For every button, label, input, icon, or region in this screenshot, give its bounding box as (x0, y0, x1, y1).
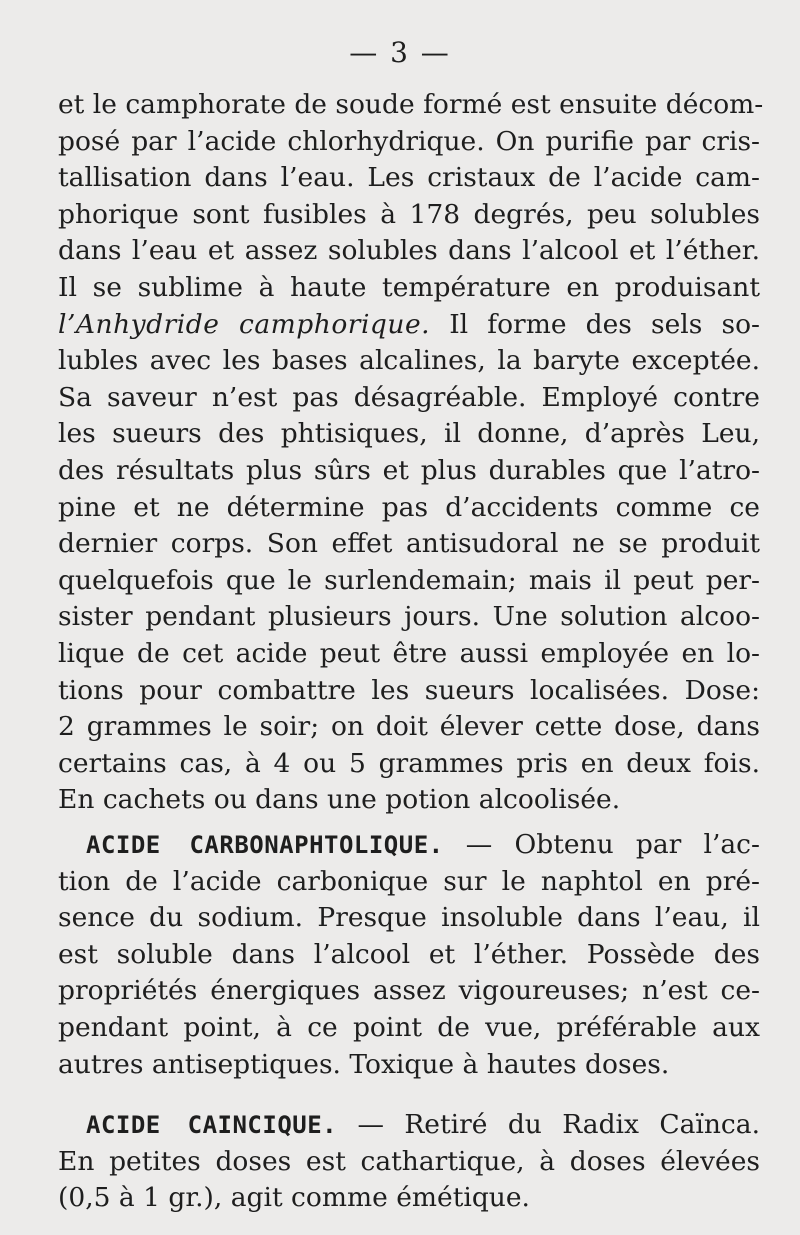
text-line: propriétés énergiques assez vigoureuses; n’est ce- (58, 975, 760, 1007)
text-line: dans l’eau et assez solubles dans l’alcool et l’éther. (58, 235, 760, 267)
text-line: En petites doses est cathartique, à doses élevées (58, 1145, 760, 1177)
text-line: tallisation dans l’eau. Les cristaux de l’acide cam- (58, 162, 760, 194)
paragraph-camphoric-acid (58, 87, 764, 819)
text-line: sence du sodium. Presque insoluble dans l’eau, il (58, 902, 760, 934)
text-line: tions pour combattre les sueurs localisées. Dose: (58, 674, 760, 706)
text-line: quelquefois que le surlendemain; mais il peut per- (58, 564, 760, 596)
text-line: des résultats plus sûrs et plus durables que l’atro- (58, 454, 760, 486)
text-line (58, 827, 760, 864)
paragraph-carbonaphtolic-acid (58, 827, 760, 1083)
italic-term: l’Anhydride camphorique. (58, 308, 431, 340)
text-run: Il forme des sels so- (430, 308, 760, 340)
text-line: Sa saveur n’est pas désagréable. Employé contre (58, 381, 760, 413)
text-line: posé par l’acide chlorhydrique. On purifie par cris- (58, 125, 760, 157)
text-line: phorique sont fusibles à 178 degrés, peu solubles (58, 198, 760, 230)
page-number: — 3 — (349, 36, 451, 69)
text-line: pine et ne détermine pas d’accidents comme ce (58, 491, 760, 523)
text-line: lubles avec les bases alcalines, la baryte exceptée. (58, 345, 760, 377)
text-line: autres antiseptiques. Toxique à hautes doses. (58, 1048, 670, 1080)
text-line: (0,5 à 1 gr.), agit comme émétique. (58, 1182, 530, 1214)
text-run: — Obtenu par l’ac- (443, 829, 760, 860)
paragraph-caincic-acid (58, 1107, 760, 1217)
text-line: Il se sublime à haute température en produisant (58, 271, 760, 303)
text-line: et le camphorate de soude formé est ensuite décom- (58, 89, 764, 120)
text-line: sister pendant plusieurs jours. Une solution alcoo- (58, 601, 760, 633)
text-line: pendant point, à ce point de vue, préférable aux (58, 1011, 760, 1043)
text-line: les sueurs des phtisiques, il donne, d’après Leu, (58, 418, 760, 450)
entry-heading: ACIDE CAINCIQUE. (86, 1111, 338, 1139)
text-line: dernier corps. Son effet antisudoral ne se produit (58, 528, 760, 560)
text-line: tion de l’acide carbonique sur le naphtol en pré- (58, 865, 760, 897)
text-line: est soluble dans l’alcool et l’éther. Possède des (58, 938, 760, 970)
text-line (58, 307, 760, 344)
text-line: certains cas, à 4 ou 5 grammes pris en deux fois. (58, 747, 760, 779)
text-line: En cachets ou dans une potion alcoolisée. (58, 784, 621, 816)
text-line (58, 1107, 760, 1144)
text-line: lique de cet acide peut être aussi employée en lo- (58, 637, 760, 669)
text-run: — Retiré du Radix Caïnca. (337, 1109, 760, 1140)
entry-heading: ACIDE CARBONAPHTOLIQUE. (86, 831, 444, 859)
text-line: 2 grammes le soir; on doit élever cette dose, dans (58, 711, 760, 743)
